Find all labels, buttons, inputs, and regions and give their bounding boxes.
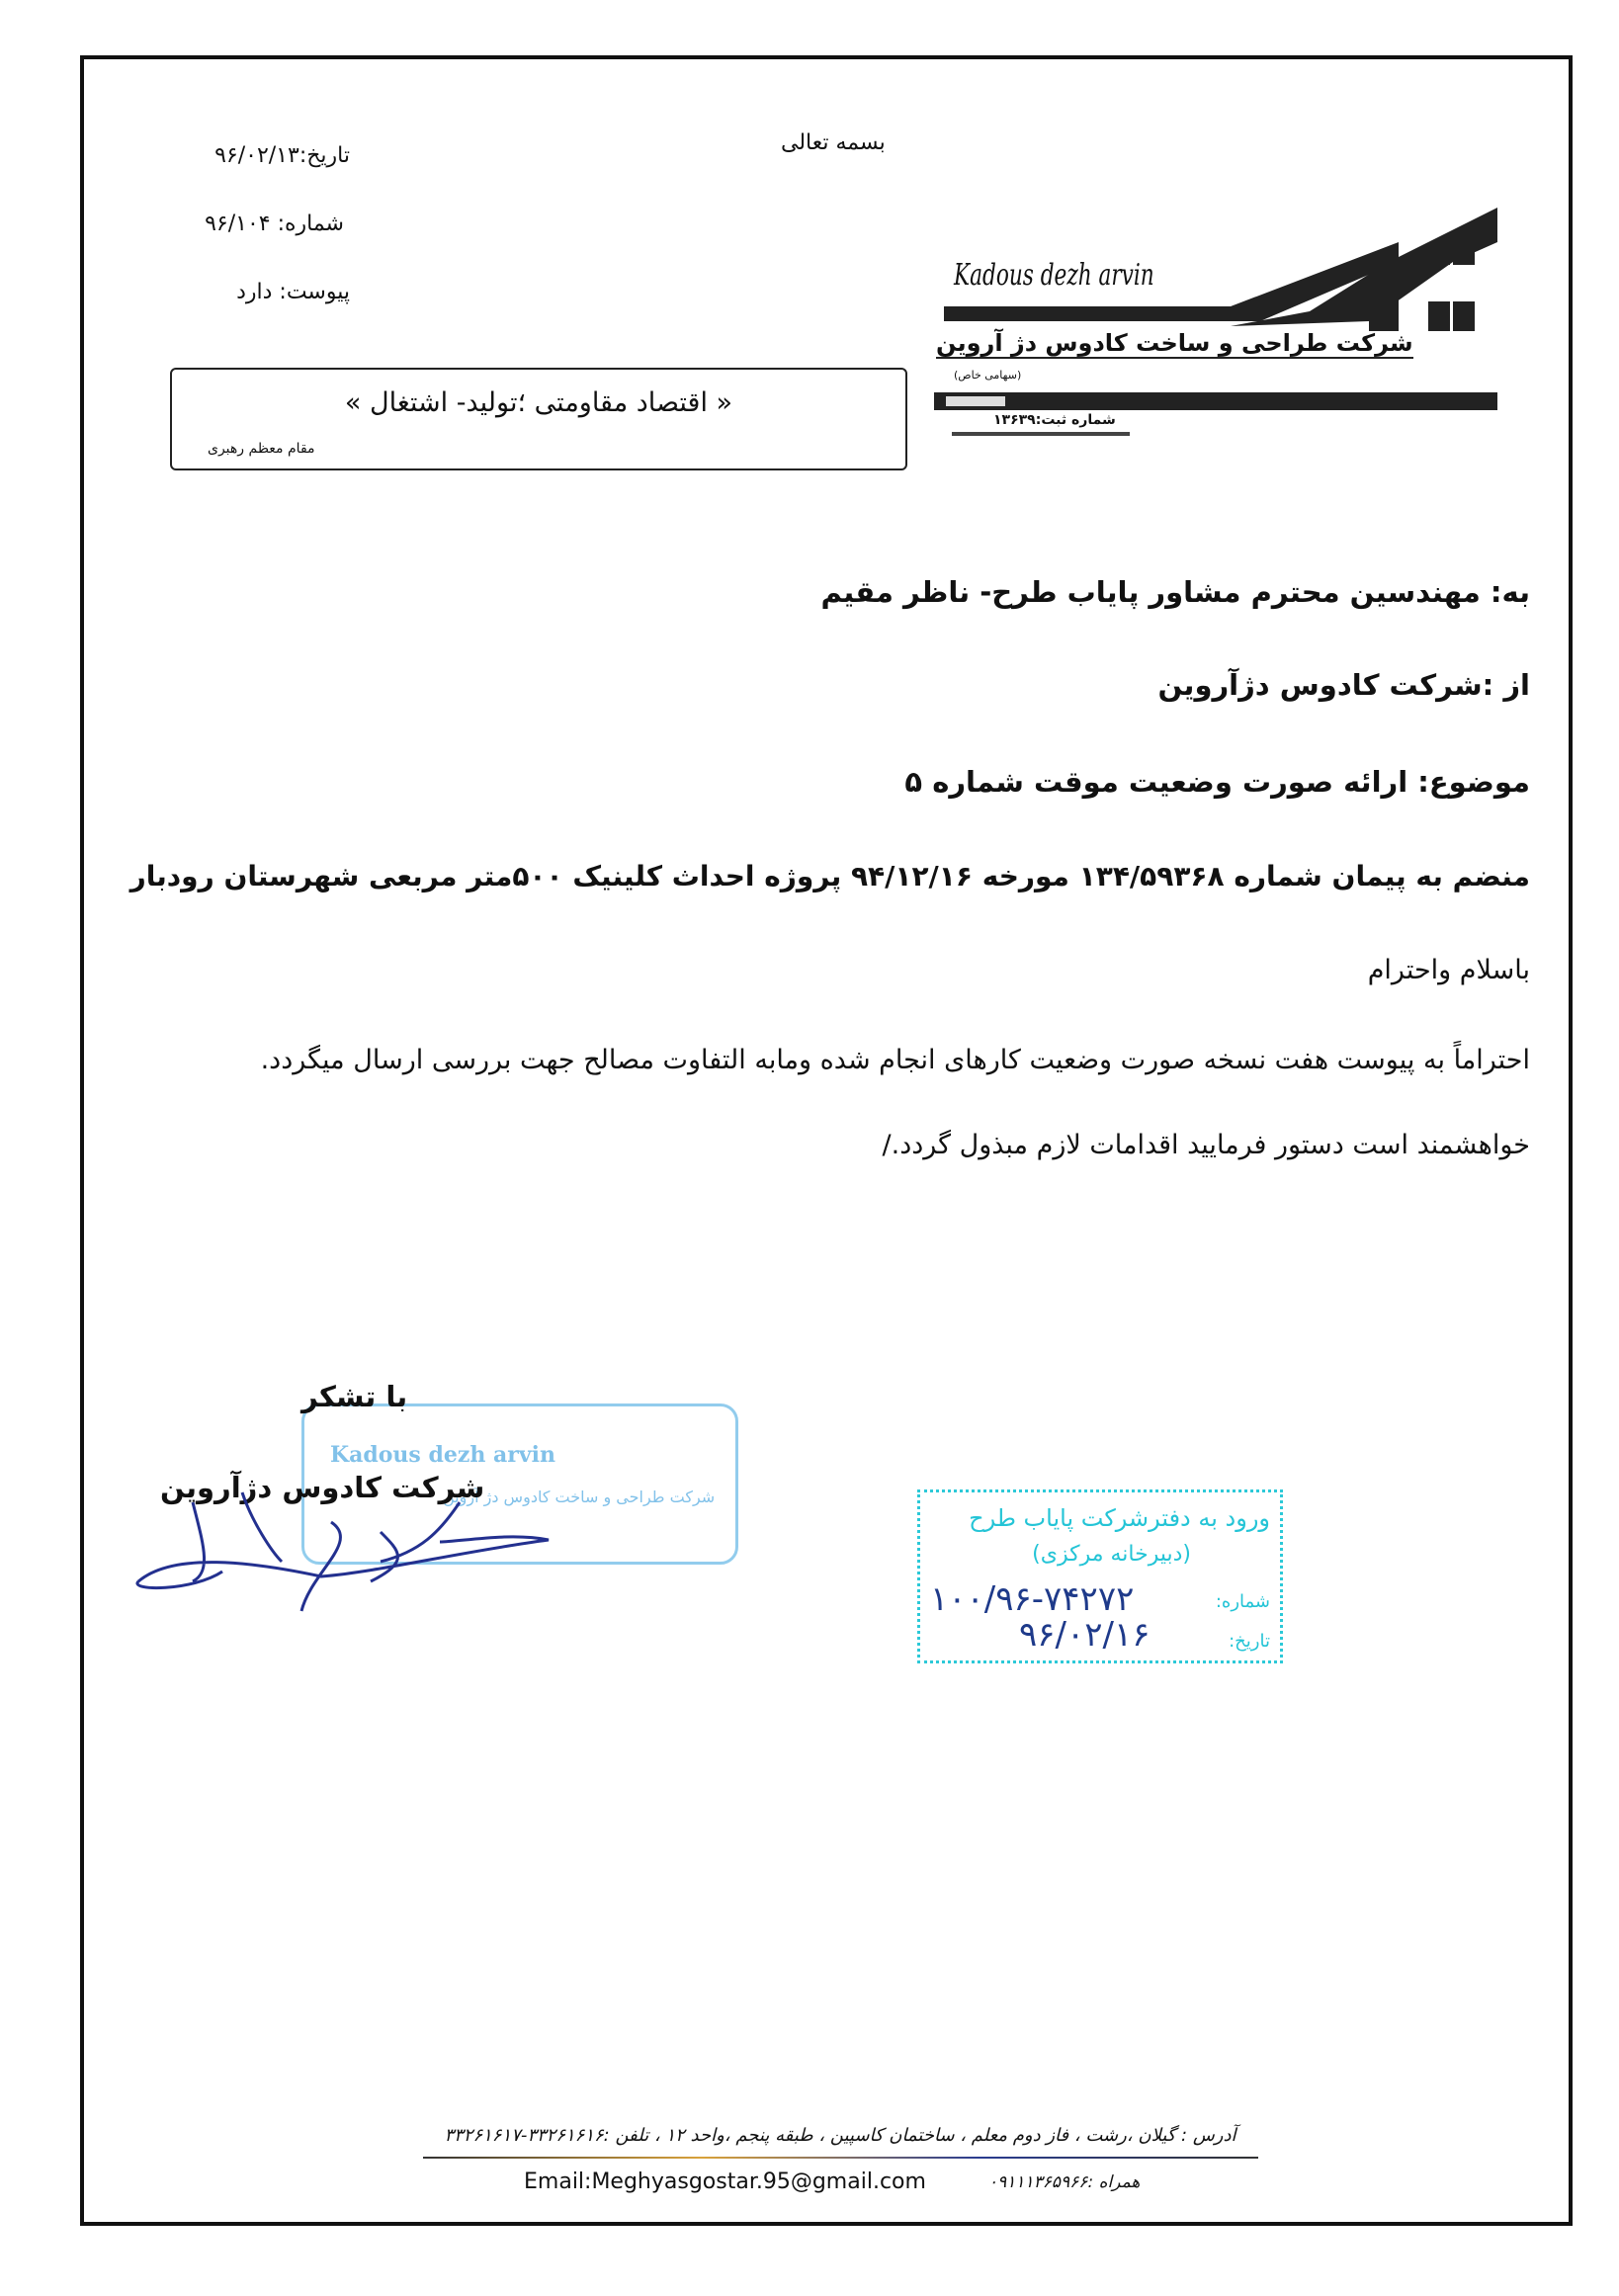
receipt-stamp-subtitle: (دبیرخانه مرکزی) xyxy=(1032,1542,1191,1567)
logo-registration: شماره ثبت:۱۳۶۳۹ xyxy=(993,412,1116,428)
letter-subject: موضوع: ارائه صورت وضعیت موقت شماره ۵ xyxy=(904,765,1530,799)
receipt-stamp-title: ورود به دفترشرکت پایاب طرح xyxy=(969,1504,1270,1532)
letter-recipient: به: مهندسین محترم مشاور پایاب طرح- ناظر مقیم xyxy=(820,575,1530,609)
footer-email: Email:Meghyasgostar.95@gmail.com xyxy=(524,2169,926,2194)
letter-closing: خواهشمند است دستور فرمایید اقدامات لازم مبذول گردد./ xyxy=(882,1130,1530,1160)
motto-attribution: مقام معظم رهبری xyxy=(208,441,315,457)
footer-address: آدرس : گیلان ،رشت ، فاز دوم معلم ، ساختمان کاسپین ، طبقه پنجم ،واحد ۱۲ ، تلفن :۳۳۲۶۱۶۱۶-۳۳۲۶۱۶۱۷ xyxy=(444,2125,1236,2146)
company-stamp-name-en: Kadous dezh arvin xyxy=(330,1442,555,1468)
letter-sender: از :شرکت کادوس دژآروین xyxy=(1157,668,1530,702)
logo-name-fa: شرکت طراحی و ساخت کادوس دژ آروین xyxy=(936,329,1413,357)
signature-company: شرکت کادوس دژآروین xyxy=(160,1471,485,1504)
invocation: بسمه تعالی xyxy=(781,130,886,155)
letter-paragraph: احتراماً به پیوست هفت نسخه صورت وضعیت کارهای انجام شده ومابه التفاوت مصالح جهت بررسی ارسال میگردد. xyxy=(260,1045,1530,1075)
receipt-date-label: تاریخ: xyxy=(1229,1631,1270,1652)
footer-divider xyxy=(423,2157,1258,2159)
motto-banner xyxy=(170,368,907,470)
letter-number: شماره: ۹۶/۱۰۴ xyxy=(205,212,344,236)
footer-mobile: همراه :۰۹۱۱۱۳۶۵۹۶۶ xyxy=(988,2172,1141,2192)
company-stamp-name-fa: شرکت طراحی و ساخت کادوس دژ آروین xyxy=(443,1488,716,1506)
letter-attachment: پیوست: دارد xyxy=(236,280,350,304)
signature-thanks: با تشکر xyxy=(301,1380,408,1413)
handwritten-signature xyxy=(133,1483,588,1621)
receipt-number-label: شماره: xyxy=(1215,1591,1270,1612)
letter-greeting: باسلام واحترام xyxy=(1367,955,1530,985)
motto-text: « اقتصاد مقاومتی ؛تولید- اشتغال » xyxy=(344,387,733,418)
receipt-number-value: ۱۰۰/۹۶-۷۴۲۷۲ xyxy=(930,1579,1135,1619)
letter-reference: منضم به پیمان شماره ۱۳۴/۵۹۳۶۸ مورخه ۹۴/۱۲/۱۶ پروژه احداث کلینیک ۵۰۰متر مربعی شهرستان رودبار xyxy=(129,860,1530,893)
logo-company-type: (سهامی خاص) xyxy=(954,369,1022,382)
house-logo-icon xyxy=(934,203,1497,440)
receipt-stamp xyxy=(917,1489,1283,1663)
letter-date: تاریخ:۹۶/۰۲/۱۳ xyxy=(214,143,350,168)
receipt-date-value: ۹۶/۰۲/۱۶ xyxy=(1019,1615,1150,1655)
logo-name-en: Kadous dezh arvin xyxy=(954,258,1154,293)
company-logo xyxy=(934,203,1497,440)
